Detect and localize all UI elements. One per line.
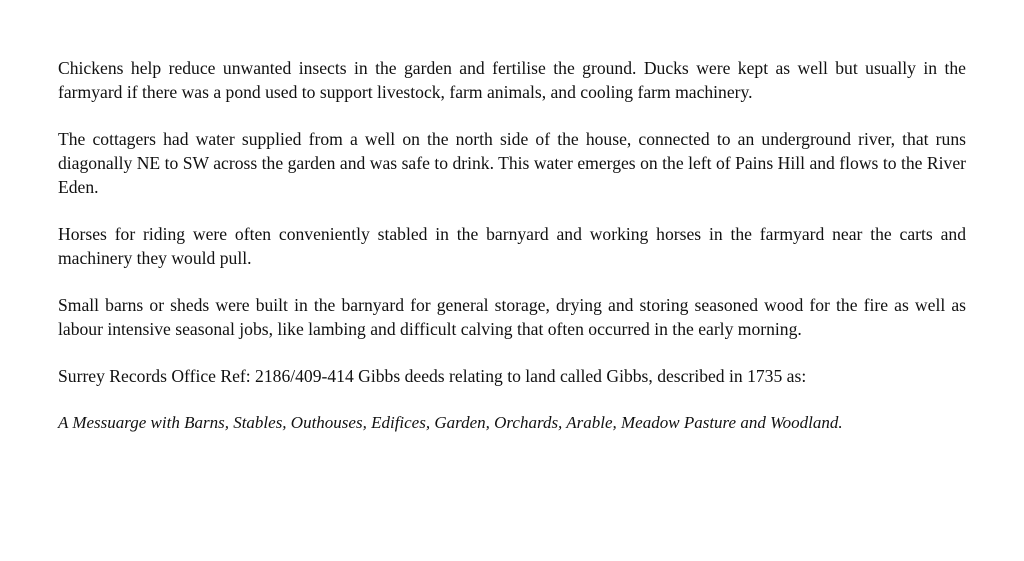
- paragraph-barns: Small barns or sheds were built in the barnyard for general storage, drying and storing seasoned wood for the fire as well as labour intensive seasonal jobs, like lambing and difficult calving that often occurred in the early morning.: [58, 295, 966, 339]
- paragraph-horses: Horses for riding were often conveniently stabled in the barnyard and working horses in the farmyard near the carts and machinery they would pull.: [58, 224, 966, 268]
- paragraph-records-reference: Surrey Records Office Ref: 2186/409-414 Gibbs deeds relating to land called Gibbs, described in 1735 as:: [58, 366, 807, 386]
- document-body: [58, 56, 966, 435]
- paragraph-chickens: Chickens help reduce unwanted insects in the garden and fertilise the ground. Ducks were kept as well but usually in the farmyard if there was a pond used to support livestock, farm animals, and cooling farm machinery.: [58, 58, 966, 102]
- paragraph-water-supply: The cottagers had water supplied from a well on the north side of the house, connected to an underground river, that runs diagonally NE to SW across the garden and was safe to drink. This water emerges on the left of Pains Hill and flows to the River Eden.: [58, 129, 966, 197]
- deed-description-quote: A Messuarge with Barns, Stables, Outhouses, Edifices, Garden, Orchards, Arable, Meadow Pasture and Woodland.: [58, 413, 843, 432]
